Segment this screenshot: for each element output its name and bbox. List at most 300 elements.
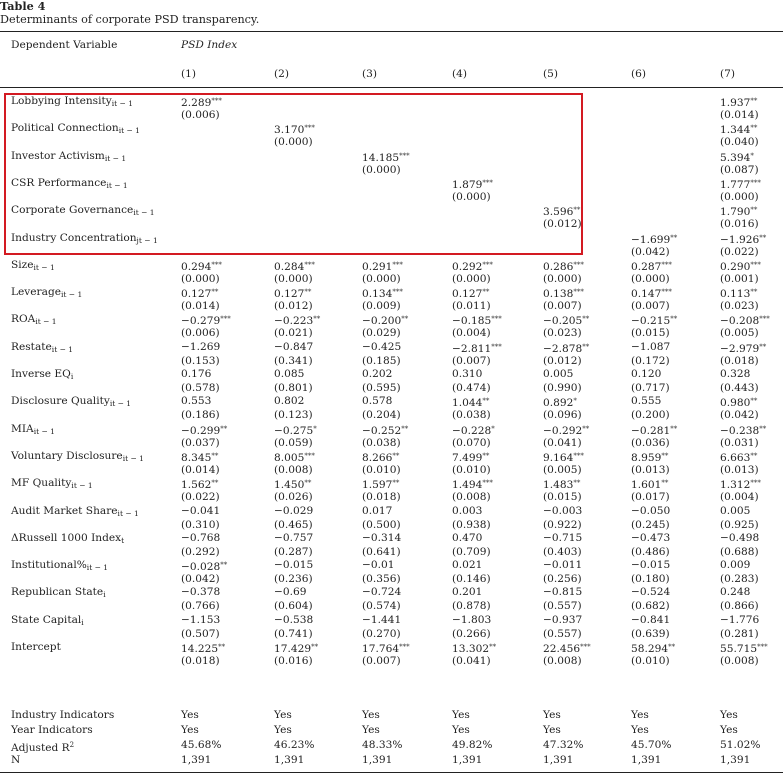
footer-label [11,754,20,766]
significance-stars: *** [750,260,761,269]
coefficient-value: 0.201 [452,586,483,599]
significance-stars: ** [750,397,758,406]
coefficient-value: 0.005 [720,504,751,517]
coefficient-value: −0.028 [181,561,221,574]
coefficient [362,259,403,273]
p-value: (0.031) [720,436,759,449]
significance-stars: *** [573,288,584,297]
p-value: (0.866) [720,600,759,613]
coefficient-value: 8.959 [631,451,662,464]
significance-stars: ** [482,451,490,460]
coefficient [631,423,677,437]
coefficient-value: 0.021 [452,559,483,572]
coefficient [452,395,489,409]
significance-stars: *** [750,178,761,187]
significance-stars: ** [392,479,400,488]
significance-stars: *** [491,342,502,351]
row-label-subscript: it − 1 [122,453,144,463]
row-label-name: State Capital [11,613,82,626]
row-label-subscript: it − 1 [51,344,74,354]
footer-value: Yes [181,709,199,721]
row-label-name: CSR Performance [11,176,107,189]
coefficient-value: −1.153 [181,613,221,626]
footer-value: 45.70% [631,739,672,751]
p-value: (0.011) [452,300,491,313]
coefficient-value: −2.979 [720,342,760,355]
coefficient [631,450,668,464]
p-value: (0.059) [274,436,313,449]
coefficient-value: 1.562 [181,479,212,492]
p-value: (0.578) [181,382,220,394]
coefficient [631,641,675,655]
table-title: Determinants of corporate PSD transparency. [0,13,260,26]
coefficient [181,259,222,273]
coefficient [631,395,661,407]
p-value: (0.557) [543,600,582,613]
p-value: (0.709) [452,545,491,558]
p-value: (0.087) [720,163,759,176]
column-header: (6) [631,68,647,80]
coefficient-value: −0.524 [631,586,671,599]
coefficient [181,395,211,407]
coefficient [274,450,315,464]
coefficient-value: 1.494 [452,479,483,492]
coefficient [543,614,582,626]
p-value: (0.507) [181,627,220,640]
coefficient-value: −0.69 [274,586,307,599]
significance-stars: *** [661,288,672,297]
footer-value: 47.32% [543,739,584,751]
coefficient-value: 3.170 [274,124,305,137]
p-value: (0.009) [362,300,401,313]
footer-label-name: Industry Indicators [11,709,115,721]
p-value: (0.038) [452,409,491,422]
p-value: (0.001) [720,272,759,285]
row-label-name: Disclosure Quality [11,395,110,408]
coefficient [720,477,761,491]
coefficient [720,286,757,300]
p-value: (0.013) [720,463,759,476]
p-value: (0.500) [362,518,401,531]
row-label [11,505,139,520]
row-label-name: Audit Market Share [11,504,118,517]
significance-stars: *** [304,260,315,269]
row-label-name: Size [11,258,34,271]
coefficient [362,368,392,380]
row-label-name: Republican State [11,586,104,599]
coefficient [452,286,489,300]
row-label-name: Leverage [11,286,61,299]
row-label-subscript: it − 1 [118,126,140,136]
coefficient-value: 2.289 [181,97,212,109]
coefficient-value: −0.050 [631,504,671,517]
p-value: (0.146) [452,573,491,586]
p-value: (0.014) [720,109,759,121]
significance-stars: ** [582,424,590,433]
coefficient-value: 0.127 [274,288,305,301]
coefficient [452,641,496,655]
coefficient-value: −1.269 [181,340,221,353]
coefficient [274,614,313,626]
row-label-name: Industry Concentration [11,231,137,244]
coefficient [452,614,491,626]
p-value: (0.287) [274,545,313,558]
coefficient-value: 0.578 [362,395,393,408]
coefficient-value: 0.248 [720,586,751,599]
p-value: (0.938) [452,518,491,531]
p-value: (0.004) [720,491,759,504]
p-value: (0.557) [543,627,582,640]
coefficient-value: 17.764 [362,643,400,655]
p-value: (0.310) [181,518,220,531]
coefficient [274,641,318,655]
significance-stars: *** [304,451,315,460]
coefficient [362,286,403,300]
coefficient [543,368,573,380]
coefficient [543,559,582,571]
row-label [11,450,144,465]
p-value: (0.023) [543,327,582,340]
significance-stars: * [573,397,577,406]
p-value: (0.200) [631,409,670,422]
row-label-name: Restate [11,340,52,353]
coefficient-value: −0.252 [362,424,402,437]
coefficient [720,341,766,355]
coefficient-value: −0.498 [720,531,760,544]
coefficient [274,505,313,517]
coefficient [631,505,670,517]
p-value: (0.008) [543,655,582,667]
row-label-name: Institutional% [11,559,87,572]
coefficient-value: 0.553 [181,395,212,408]
coefficient [543,505,582,517]
p-value: (0.015) [543,491,582,504]
coefficient-value: 1.601 [631,479,662,492]
row-label-subscript: it − 1 [133,208,155,218]
coefficient-value: 1.344 [720,124,751,137]
significance-stars: *** [392,260,403,269]
p-value: (0.007) [543,300,582,313]
p-value: (0.070) [452,436,491,449]
dependent-variable-label: Dependent Variable [11,39,118,51]
coefficient-value: −0.473 [631,531,671,544]
coefficient-value: −2.878 [543,342,583,355]
significance-stars: ** [759,233,767,242]
coefficient-value: −1.926 [720,233,760,246]
row-label-name: Corporate Governance [11,204,134,217]
coefficient [181,450,218,464]
coefficient [720,532,759,544]
coefficient [362,505,392,517]
coefficient-value: 0.980 [720,397,751,410]
row-label-subscript: i [103,590,106,600]
footer-value: Yes [720,724,738,736]
row-label-name: Political Connection [11,122,119,135]
coefficient [274,586,306,598]
p-value: (0.990) [543,382,582,394]
coefficient [543,395,577,409]
p-value: (0.014) [181,300,220,313]
coefficient [452,450,489,464]
row-label-subscript: i [70,372,74,381]
p-value: (0.922) [543,518,582,531]
p-value: (0.443) [720,382,759,394]
coefficient-value: −0.003 [543,504,583,517]
significance-stars: ** [482,288,490,297]
coefficient-value: −0.378 [181,586,221,599]
p-value: (0.204) [362,409,401,422]
coefficient [181,477,218,491]
significance-stars: *** [482,479,493,488]
p-value: (0.005) [720,327,759,340]
column-header: (2) [274,68,290,80]
coefficient-value: 1.450 [274,479,305,492]
row-label-subscript: it − 1 [106,180,128,190]
coefficient-value: −0.200 [362,315,402,328]
significance-stars: ** [218,643,226,651]
p-value: (0.236) [274,573,313,586]
coefficient [181,313,231,327]
coefficient-value: 0.292 [452,260,483,273]
p-value: (0.688) [720,545,759,558]
coefficient-value: 8.005 [274,451,305,464]
row-label [11,423,55,438]
row-label-subscript: it − 1 [111,99,133,108]
row-label-name: Investor Activism [11,149,105,162]
p-value: (0.341) [274,354,313,367]
significance-stars: ** [401,315,409,324]
coefficient [543,259,584,273]
footer-value: Yes [543,724,561,736]
footer-value: 1,391 [631,754,662,766]
row-label [11,586,106,601]
coefficient-value: −0.223 [274,315,314,328]
p-value: (0.008) [720,655,759,667]
row-label-subscript: it − 1 [86,563,109,573]
coefficient-value: 13.302 [452,643,490,655]
coefficient [720,150,754,164]
coefficient-value: −0.815 [543,586,583,599]
p-value: (0.604) [274,600,313,613]
coefficient [362,559,394,571]
p-value: (0.004) [452,327,491,340]
footer-value: Yes [274,709,292,721]
coefficient-value: −0.281 [631,424,671,437]
significance-stars: ** [670,315,678,324]
coefficient-value: −0.238 [720,424,760,437]
p-value: (0.486) [631,545,670,558]
coefficient [631,259,672,273]
p-value: (0.000) [452,190,491,203]
footer-value: Yes [274,724,292,736]
p-value: (0.270) [362,627,401,640]
coefficient-value: −0.841 [631,613,671,626]
coefficient-value: 0.470 [452,531,483,544]
coefficient-value: −0.011 [543,559,583,572]
coefficient [274,423,317,437]
row-label-name: MIA [11,422,34,435]
significance-stars: * [491,424,495,433]
coefficient-value: −0.425 [362,340,402,353]
row-label-subscript: it − 1 [117,508,139,518]
coefficient [543,641,591,655]
coefficient-value: −0.015 [274,559,314,572]
significance-stars: *** [211,260,222,269]
p-value: (0.008) [274,463,313,476]
footer-label [11,724,93,736]
significance-stars: ** [211,288,219,297]
footer-value: 51.02% [720,739,761,751]
p-value: (0.021) [274,327,313,340]
p-value: (0.717) [631,382,670,394]
coefficient-value: 6.663 [720,451,751,464]
significance-stars: *** [399,151,410,160]
header-rule [0,87,783,88]
p-value: (0.574) [362,600,401,613]
significance-stars: *** [392,288,403,297]
row-label [11,477,93,492]
p-value: (0.042) [720,409,759,422]
significance-stars: ** [750,97,758,105]
row-label-name: Lobbying Intensity [11,95,112,107]
footer-value: 1,391 [274,754,305,766]
p-value: (0.185) [362,354,401,367]
p-value: (0.007) [452,354,491,367]
column-header: (4) [452,68,468,80]
significance-stars: ** [573,479,581,488]
significance-stars: ** [750,206,758,215]
coefficient [452,313,502,327]
coefficient-value: 0.085 [274,368,305,380]
p-value: (0.016) [720,218,759,231]
p-value: (0.281) [720,627,759,640]
coefficient [631,559,670,571]
coefficient-value: 1.044 [452,397,483,410]
coefficient [543,286,584,300]
p-value: (0.041) [452,655,491,667]
row-label-subscript: jt − 1 [136,235,158,245]
coefficient [631,313,677,327]
significance-stars: ** [392,451,400,460]
p-value: (0.000) [362,272,401,285]
footer-value: 46.23% [274,739,315,751]
coefficient [720,313,770,327]
coefficient [452,341,502,355]
p-value: (0.015) [631,327,670,340]
p-value: (0.465) [274,518,313,531]
coefficient-value: 8.345 [181,451,212,464]
coefficient-value: 1.597 [362,479,393,492]
coefficient-value: −0.715 [543,531,583,544]
significance-stars: ** [668,643,676,651]
coefficient [543,450,584,464]
coefficient-value: 1.312 [720,479,751,492]
coefficient-value: 0.202 [362,368,393,380]
coefficient [631,532,670,544]
significance-stars: ** [759,342,767,351]
coefficient [181,586,220,598]
p-value: (0.013) [631,463,670,476]
footer-label [11,709,114,721]
significance-stars: *** [580,643,591,651]
p-value: (0.017) [631,491,670,504]
significance-stars: *** [661,260,672,269]
coefficient [274,559,313,571]
coefficient-value: −0.185 [452,315,492,328]
highlight-box [4,93,583,255]
significance-stars: ** [311,643,319,651]
coefficient-value: −1.441 [362,613,402,626]
coefficient [181,341,220,353]
coefficient-value: −0.292 [543,424,583,437]
coefficient [274,341,313,353]
coefficient-value: −0.215 [631,315,671,328]
p-value: (0.026) [274,491,313,504]
coefficient [274,532,313,544]
p-value: (0.682) [631,600,670,613]
coefficient [720,95,757,109]
footer-value: 45.68% [181,739,222,751]
significance-stars: ** [489,643,497,651]
coefficient-value: 22.456 [543,643,581,655]
coefficient-value: −0.205 [543,315,583,328]
column-header: (1) [181,68,197,80]
row-label-subscript: it − 1 [61,290,83,300]
p-value: (0.022) [720,245,759,258]
coefficient [362,532,401,544]
coefficient [720,586,750,598]
row-label-subscript: it − 1 [35,317,57,327]
p-value: (0.283) [720,573,759,586]
row-label [11,559,108,574]
row-label-name: Inverse EQ [11,368,71,380]
coefficient [181,368,211,380]
column-header: (3) [362,68,378,80]
p-value: (0.016) [274,655,313,667]
column-header: (5) [543,68,559,80]
coefficient [543,532,582,544]
coefficient-value: −0.275 [274,424,314,437]
coefficient-value: 0.127 [181,288,212,301]
coefficient-value: 0.138 [543,288,574,301]
coefficient-value: −1.087 [631,340,671,353]
coefficient-value: 0.009 [720,559,751,572]
coefficient [720,259,761,273]
coefficient-value: 1.777 [720,178,751,191]
coefficient-value: 0.555 [631,395,662,408]
p-value: (0.042) [181,573,220,586]
p-value: (0.180) [631,573,670,586]
coefficient-value: 0.134 [362,288,393,301]
coefficient [631,614,670,626]
p-value: (0.037) [181,436,220,449]
coefficient [181,641,225,655]
p-value: (0.036) [631,436,670,449]
p-value: (0.005) [543,463,582,476]
significance-stars: *** [211,97,222,105]
p-value: (0.018) [181,655,220,667]
p-value: (0.172) [631,354,670,367]
p-value: (0.022) [181,491,220,504]
row-label [11,259,55,274]
coefficient-value: 0.284 [274,260,305,273]
coefficient-value: 0.005 [543,368,574,380]
coefficient-value: 14.225 [181,643,219,655]
significance-stars: *** [757,643,768,651]
significance-stars: *** [482,260,493,269]
p-value: (0.018) [362,491,401,504]
footer-label-name: Year Indicators [11,724,93,736]
